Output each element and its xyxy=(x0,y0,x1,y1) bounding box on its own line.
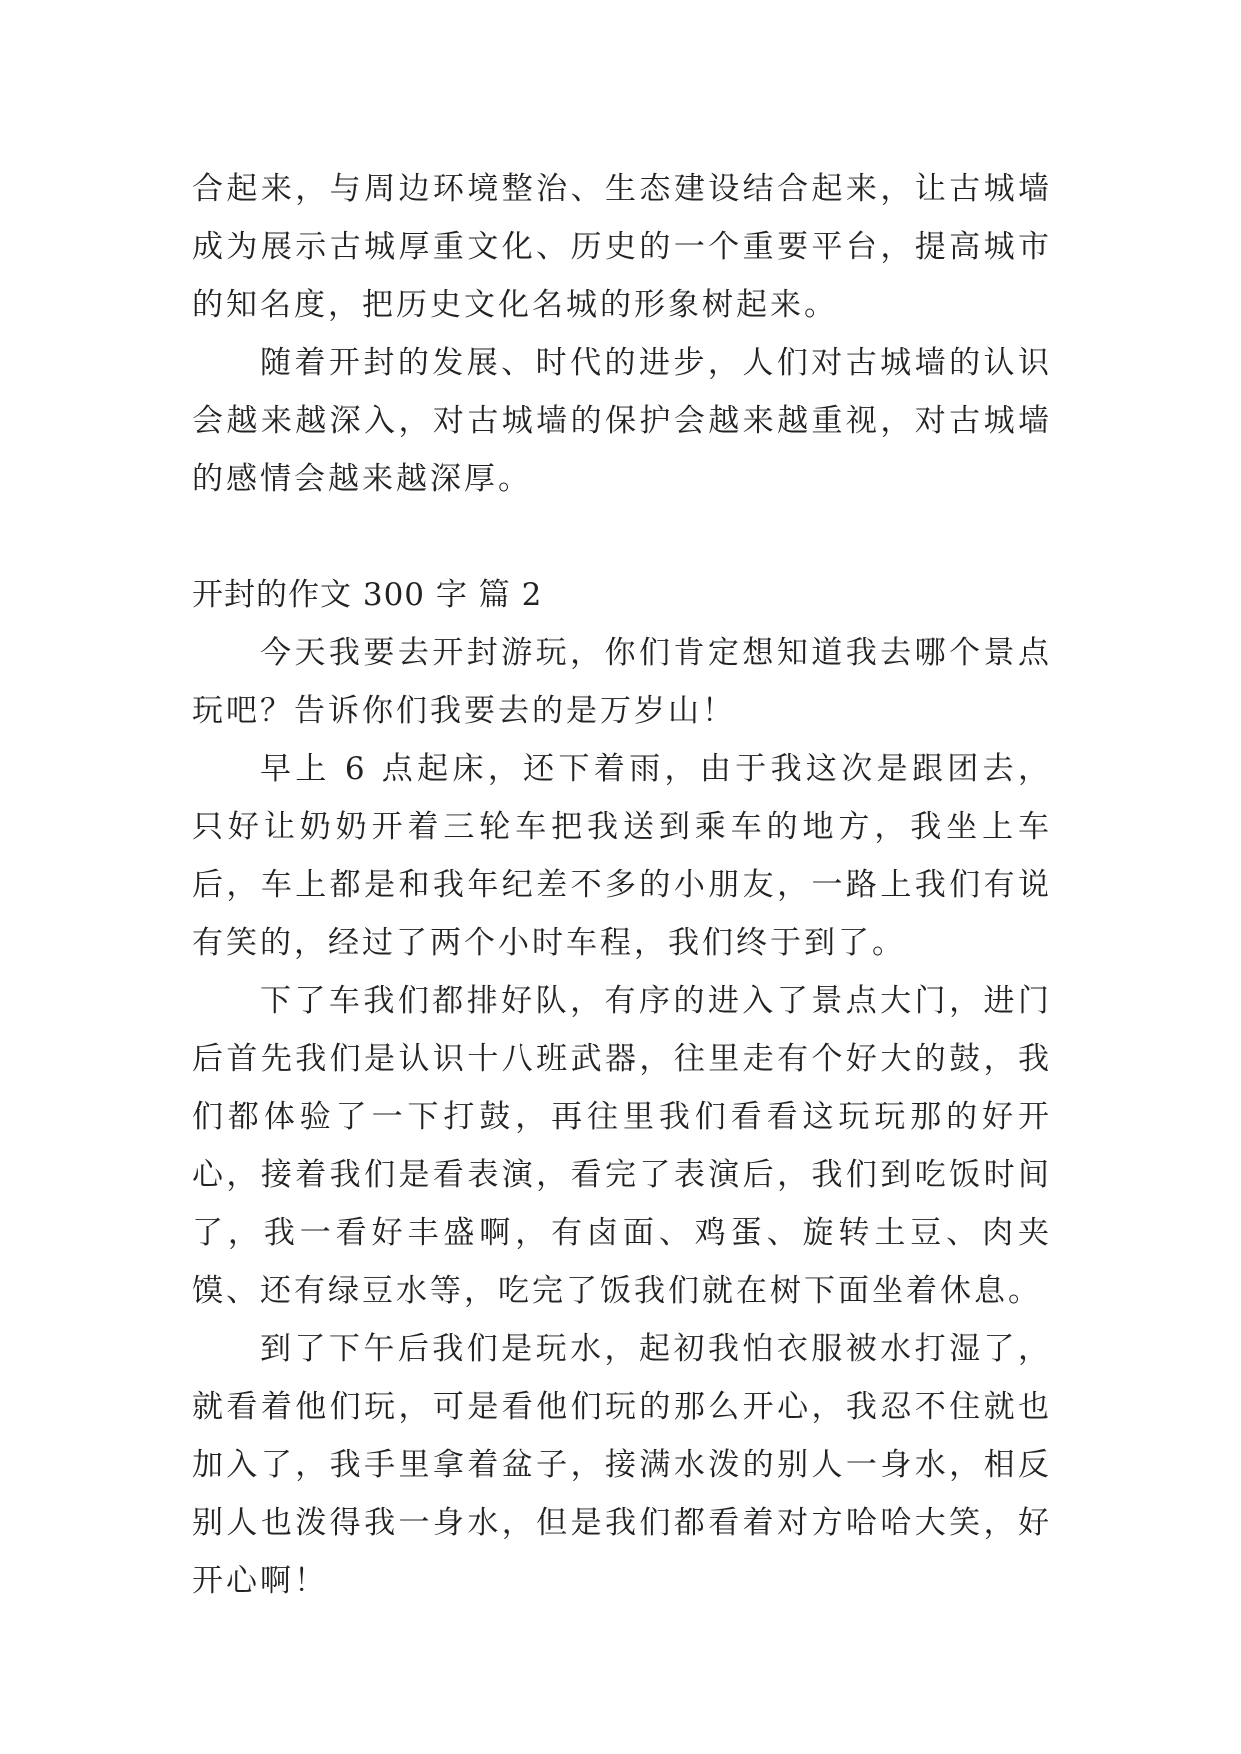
paragraph-continued: 合起来，与周边环境整治、生态建设结合起来，让古城墙成为展示古城厚重文化、历史的一个重要平台，提高城市的知名度，把历史文化名城的形象树起来。 xyxy=(192,171,1052,323)
paragraph: 今天我要去开封游玩，你们肯定想知道我去哪个景点玩吧？告诉你们我要去的是万岁山！ xyxy=(192,635,1052,729)
paragraph: 早上 6 点起床，还下着雨，由于我这次是跟团去，只好让奶奶开着三轮车把我送到乘车的地方，我坐上车后，车上都是和我年纪差不多的小朋友，一路上我们有说有笑的，经过了两个小时车程，我们终于到了。 xyxy=(192,751,1052,961)
paragraph: 到了下午后我们是玩水，起初我怕衣服被水打湿了，就看着他们玩，可是看他们玩的那么开心，我忍不住就也加入了，我手里拿着盆子，接满水泼的别人一身水，相反别人也泼得我一身水，但是我们都看着对方哈哈大笑，好开心啊！ xyxy=(192,1331,1052,1599)
paragraph: 下了车我们都排好队，有序的进入了景点大门，进门后首先我们是认识十八班武器，往里走有个好大的鼓，我们都体验了一下打鼓，再往里我们看看这玩玩那的好开心，接着我们是看表演，看完了表演后，我们到吃饭时间了，我一看好丰盛啊，有卤面、鸡蛋、旋转土豆、肉夹馍、还有绿豆水等，吃完了饭我们就在树下面坐着休息。 xyxy=(192,983,1052,1309)
paragraph: 随着开封的发展、时代的进步，人们对古城墙的认识会越来越深入，对古城墙的保护会越来越重视，对古城墙的感情会越来越深厚。 xyxy=(192,345,1052,497)
document-body xyxy=(192,160,1052,1610)
section-spacer xyxy=(192,508,1052,566)
section-heading: 开封的作文 300 字 篇 2 xyxy=(192,577,543,613)
